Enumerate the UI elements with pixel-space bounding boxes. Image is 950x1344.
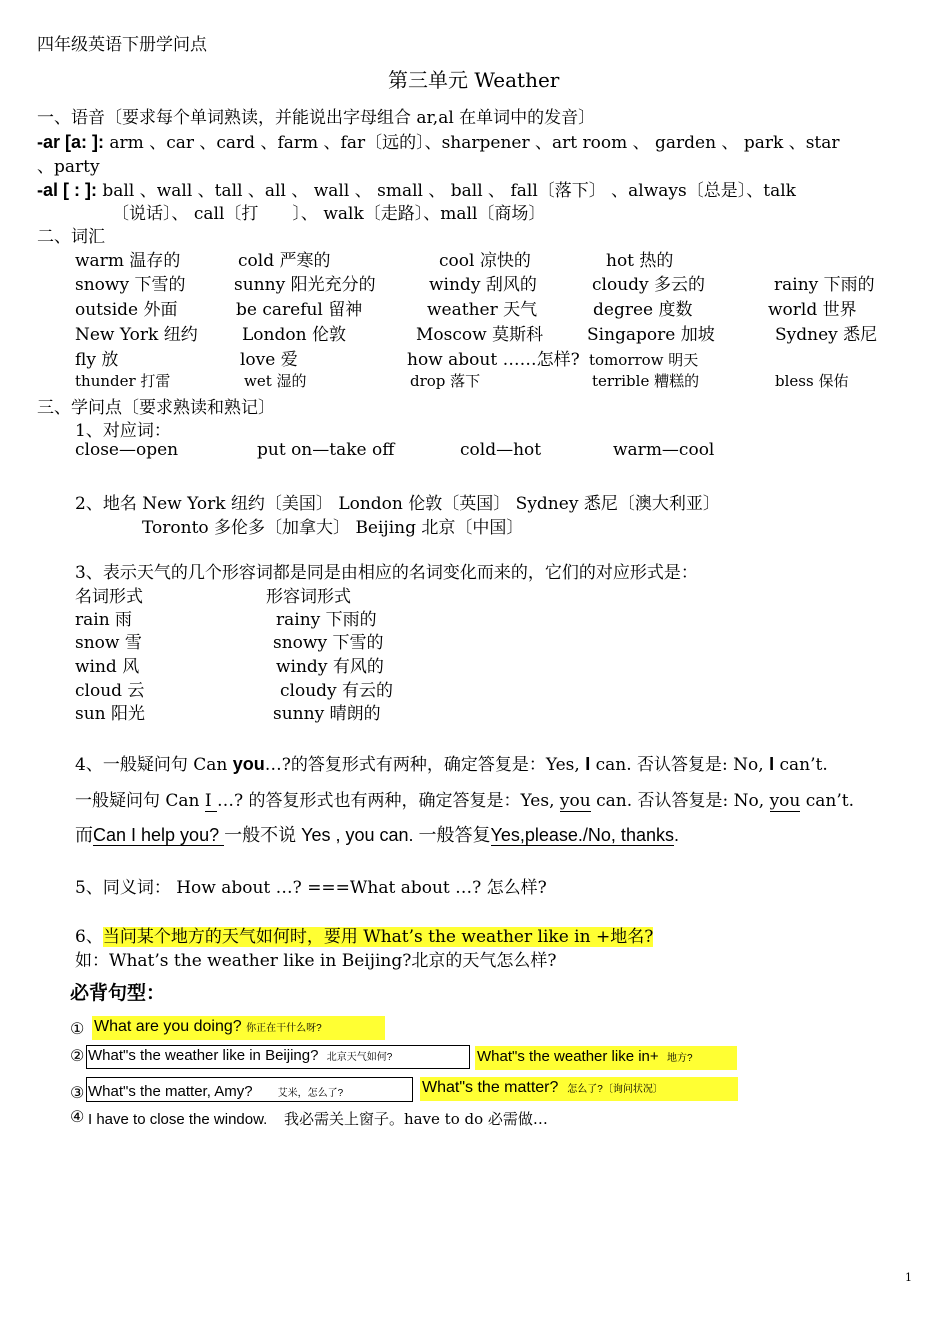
- noun-form: cloud 云: [75, 681, 145, 701]
- vocab-word: drop 落下: [410, 372, 481, 390]
- adjective-header: 形容词形式: [266, 587, 351, 607]
- point-4-line2: 一般疑问句 Can I …? 的答复形式也有两种，确定答复是：Yes, you can. 否认答复是: No, you can’t.: [75, 791, 855, 811]
- vocab-word: hot 热的: [606, 251, 674, 271]
- vocab-word: snowy 下雪的: [75, 275, 186, 295]
- sentence-2b: What"s the weather like in+ 地方?: [477, 1048, 693, 1065]
- antonym-item: cold—hot: [460, 440, 542, 460]
- vocab-word: how about ……怎样?: [407, 350, 580, 370]
- al-line-2: 〔说话〕、 call〔打 〕、 walk〔走路〕、mall〔商场〕: [112, 204, 546, 224]
- sentence-3: What"s the matter, Amy? 艾米，怎么了?: [88, 1083, 344, 1100]
- doc-header: 四年级英语下册学问点: [37, 35, 207, 55]
- noun-header: 名词形式: [75, 587, 143, 607]
- vocab-word: sunny 阳光充分的: [234, 275, 376, 295]
- vocab-heading: 二、词汇: [37, 227, 105, 247]
- point-3-title: 3、表示天气的几个形容词都是同是由相应的名词变化而来的，它们的对应形式是：: [75, 563, 698, 583]
- vocab-word: terrible 糟糕的: [592, 372, 700, 390]
- sentence-3b: What"s the matter? 怎么了?〔询问状况〕: [422, 1079, 663, 1096]
- al-line: [37, 176, 796, 201]
- point-4-line1: 4、一般疑问句 Can you…?的答复形式有两种，确定答复是：Yes, I can. 否认答复是: No, I can’t.: [75, 754, 828, 775]
- antonym-item: warm—cool: [613, 440, 715, 460]
- point-6: 6、当问某个地方的天气如何时，要用 What’s the weather like in +地名?: [75, 927, 654, 947]
- sentence-3-number: ③: [70, 1083, 85, 1102]
- sentences-heading: 必背句型：: [70, 983, 166, 1004]
- sentence-2-number: ②: [70, 1046, 85, 1065]
- phonics-heading: 一、语音〔要求每个单词熟读，并能说出字母组合 ar,al 在单词中的发音〕: [37, 108, 596, 128]
- vocab-word: windy 刮风的: [429, 275, 537, 295]
- vocab-word: Sydney 悉尼: [775, 325, 878, 345]
- sentence-4-number: ④: [70, 1107, 85, 1126]
- vocab-word: Moscow 莫斯科: [416, 325, 544, 345]
- point-4-line3: 而Can I help you? 一般不说 Yes , you can. 一般答复Yes,please./No, thanks.: [75, 825, 679, 845]
- vocab-word: rainy 下雨的: [774, 275, 875, 295]
- vocab-word: cold 严寒的: [238, 251, 331, 271]
- vocab-word: warm 温存的: [75, 251, 181, 271]
- vocab-word: fly 放: [75, 350, 119, 370]
- adjective-form: rainy 下雨的: [276, 610, 377, 630]
- point-2-line2: Toronto 多伦多〔加拿大〕 Beijing 北京〔中国〕: [142, 518, 524, 538]
- highlight-weather-question: 当问某个地方的天气如何时，要用 What’s the weather like in +地名?: [102, 927, 654, 947]
- adjective-form: cloudy 有云的: [280, 681, 394, 701]
- adjective-form: sunny 晴朗的: [273, 704, 381, 724]
- sentence-1-number: ①: [70, 1019, 85, 1038]
- point-6-example: 如：What’s the weather like in Beijing?北京的天气怎么样?: [75, 951, 557, 971]
- knowledge-heading: 三、学问点〔要求熟读和熟记〕: [37, 398, 275, 418]
- vocab-word: bless 保佑: [775, 372, 849, 390]
- al-words: ball 、wall 、tall 、all 、 wall 、 small 、 ball 、 fall〔落下〕 、always〔总是〕、talk: [102, 181, 796, 201]
- ar-line-2: 、party: [37, 157, 100, 177]
- vocab-word: love 爱: [240, 350, 298, 370]
- adjective-form: windy 有风的: [276, 657, 384, 677]
- vocab-word: Singapore 加坡: [587, 325, 715, 345]
- al-label: -al [ : ]:: [37, 180, 97, 200]
- noun-form: wind 风: [75, 657, 140, 677]
- vocab-word: London 伦敦: [242, 325, 346, 345]
- antonym-item: close—open: [75, 440, 179, 460]
- vocab-word: cloudy 多云的: [592, 275, 706, 295]
- vocab-word: weather 天气: [427, 300, 538, 320]
- adjective-form: snowy 下雪的: [273, 633, 384, 653]
- ar-words: arm 、car 、card 、farm 、far〔远的〕、sharpener 、art room 、 garden 、 park 、star: [109, 133, 840, 153]
- vocab-word: wet 湿的: [244, 372, 307, 390]
- vocab-word: degree 度数: [593, 300, 693, 320]
- page-number: 1: [905, 1271, 912, 1284]
- ar-line: [37, 128, 840, 153]
- vocab-word: thunder 打雷: [75, 372, 171, 390]
- point-1-title: 1、对应词：: [75, 421, 171, 441]
- noun-form: rain 雨: [75, 610, 133, 630]
- point-2-line1: 2、地名 New York 纽约〔美国〕 London 伦敦〔英国〕 Sydney 悉尼〔澳大利亚〕: [75, 494, 720, 514]
- vocab-word: cool 凉快的: [439, 251, 531, 271]
- antonym-item: put on—take off: [257, 440, 395, 460]
- vocab-word: world 世界: [768, 300, 857, 320]
- noun-form: sun 阳光: [75, 704, 146, 724]
- vocab-word: be careful 留神: [236, 300, 363, 320]
- noun-form: snow 雪: [75, 633, 142, 653]
- sentence-2: What"s the weather like in Beijing? 北京天气如何?: [88, 1047, 393, 1064]
- vocab-word: outside 外面: [75, 300, 178, 320]
- vocab-word: New York 纽约: [75, 325, 198, 345]
- point-5: 5、同义词： How about …? ===What about …? 怎么样?: [75, 878, 547, 898]
- sentence-4: I have to close the window. 我必需关上窗子。have to do 必需做…: [88, 1110, 548, 1128]
- page-title: 第三单元 Weather: [388, 68, 560, 92]
- sentence-1: What are you doing? 你正在干什么呀?: [94, 1018, 322, 1035]
- vocab-word: tomorrow 明天: [589, 351, 699, 369]
- ar-label: -ar [a: ]:: [37, 132, 104, 152]
